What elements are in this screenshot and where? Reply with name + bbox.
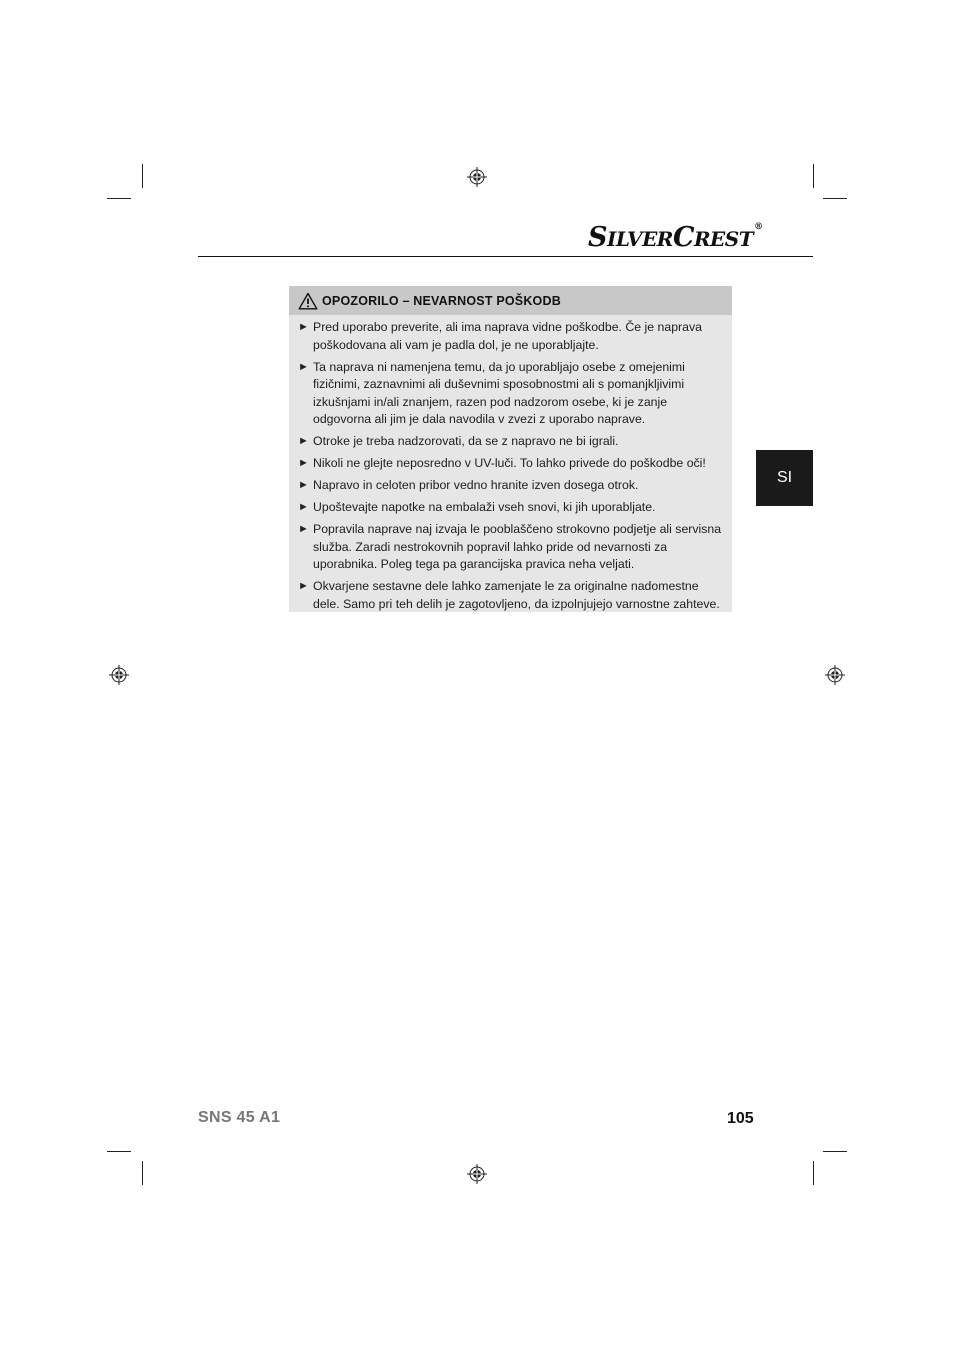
bullet-arrow-icon: ► — [298, 523, 309, 535]
bullet-arrow-icon: ► — [298, 501, 309, 513]
brand-trademark: ® — [754, 222, 763, 232]
list-item: ► Napravo in celoten pribor vedno hranite izven dosega otrok. — [298, 477, 722, 495]
registration-mark-icon — [109, 665, 129, 685]
registration-mark-icon — [467, 1164, 487, 1184]
registration-mark-icon — [825, 665, 845, 685]
list-item: ► Otroke je treba nadzorovati, da se z napravo ne bi igrali. — [298, 433, 722, 451]
bullet-arrow-icon: ► — [298, 360, 309, 373]
crop-mark-top-left-h — [107, 198, 131, 199]
bullet-arrow-icon: ► — [298, 580, 309, 592]
warning-header — [289, 286, 732, 315]
list-item: ► Pred uporabo preverite, ali ima naprava vidne poškodbe. Če je naprava poškodovana ali vam je padla dol, je ne uporabljajte. — [298, 319, 722, 354]
brand-initial-2: C — [672, 222, 694, 253]
list-item: ► Ta naprava ni namenjena temu, da jo uporabljajo osebe z omejenimi fizičnimi, zaznavnimi ali duševnimi sposobnostmi ali s pomanjkljivimi izkušnjami in/ali znanjem, razen pod nadzorom osebe, ki je zanje odgovorna ali jim je dala navodila v zvezi z uporabo naprave. — [298, 359, 722, 429]
bullet-arrow-icon: ► — [298, 435, 309, 447]
crop-mark-bottom-left-h — [107, 1151, 131, 1152]
bullet-arrow-icon: ► — [298, 321, 309, 333]
crop-mark-top-right-h — [823, 198, 847, 199]
crop-mark-bottom-left-v — [142, 1161, 143, 1185]
brand-logo — [588, 222, 763, 252]
warning-title: OPOZORILO – NEVARNOST POŠKODB — [322, 293, 561, 308]
list-item: ► Popravila naprave naj izvaja le pooblaščeno strokovno podjetje ali servisna služba. Zaradi nestrokovnih popravil lahko pride od nevarnosti za uporabnika. Poleg tega pa garancijska pravica neha veljati. — [298, 521, 722, 574]
crop-mark-top-left-v — [142, 164, 143, 188]
bullet-arrow-icon: ► — [298, 457, 309, 469]
language-tab — [756, 450, 813, 506]
list-item: ► Okvarjene sestavne dele lahko zamenjate le za originalne nadomestne dele. Samo pri teh delih je zagotovljeno, da izpolnjujejo varnostne zahteve. — [298, 578, 722, 613]
warning-list — [289, 315, 732, 613]
crop-mark-bottom-right-h — [823, 1151, 847, 1152]
warning-triangle-icon — [298, 292, 318, 310]
language-tab-label: SI — [776, 469, 793, 486]
header-divider — [198, 256, 813, 257]
brand-rest-1: ILVER — [607, 227, 673, 251]
crop-mark-top-right-v — [813, 164, 814, 188]
brand-initial-1: S — [588, 222, 607, 253]
registration-mark-icon — [467, 167, 487, 187]
bullet-arrow-icon: ► — [298, 479, 309, 491]
crop-mark-bottom-right-v — [813, 1161, 814, 1185]
list-item: ► Nikoli ne glejte neposredno v UV-luči. To lahko privede do poškodbe oči! — [298, 455, 722, 473]
brand-rest-2: REST — [693, 227, 754, 251]
footer-model-number: SNS 45 A1 — [198, 1109, 281, 1126]
footer-page-number: 105 — [727, 1110, 754, 1127]
list-item: ► Upoštevajte napotke na embalaži vseh snovi, ki jih uporabljate. — [298, 499, 722, 517]
warning-box — [289, 286, 732, 612]
